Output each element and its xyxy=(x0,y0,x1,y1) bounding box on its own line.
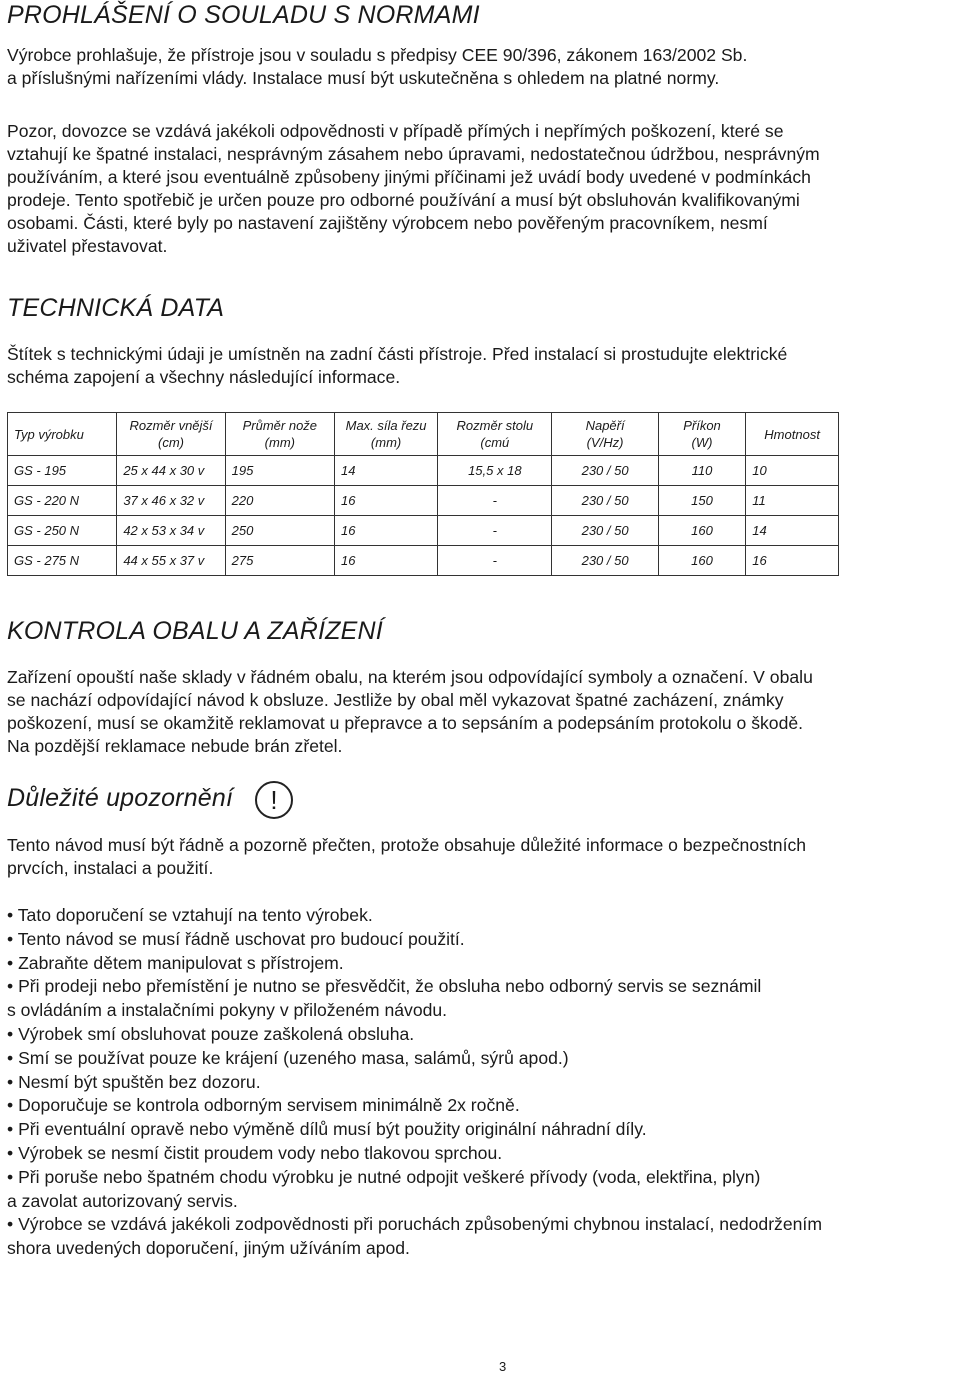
table-cell: 230 / 50 xyxy=(552,456,658,486)
exclamation-circle-icon: ! xyxy=(255,781,293,819)
table-cell: - xyxy=(438,486,552,516)
table-cell: 160 xyxy=(658,546,746,576)
table-cell: 37 x 46 x 32 v xyxy=(117,486,225,516)
table-cell: 16 xyxy=(334,546,437,576)
text-line: Zařízení opouští naše sklady v řádném obalu, na kterém jsou odpovídající symboly a označení. V obalu xyxy=(7,667,813,687)
list-item: • Doporučuje se kontrola odborným servisem minimálně 2x ročně. xyxy=(0,1094,955,1118)
table-row xyxy=(8,546,839,576)
table-cell: 14 xyxy=(334,456,437,486)
section-title-conformity: PROHLÁŠENÍ O SOULADU S NORMAMI xyxy=(7,1,480,29)
header-cell: Průměr nože (mm) xyxy=(225,413,334,456)
conformity-paragraph-2 xyxy=(7,120,955,258)
table-cell: 16 xyxy=(334,486,437,516)
conformity-paragraph-1 xyxy=(7,44,955,90)
list-item: • Tato doporučení se vztahují na tento výrobek. xyxy=(0,904,955,928)
table-cell: 16 xyxy=(334,516,437,546)
text-line: osobami. Části, které byly po nastavení zajištěny výrobcem nebo pověřeným pracovníkem, nesmí xyxy=(7,213,768,233)
table-cell: 250 xyxy=(225,516,334,546)
table-cell: GS - 275 N xyxy=(8,546,117,576)
section-title-packaging: KONTROLA OBALU A ZAŘÍZENÍ xyxy=(7,617,383,645)
text-line: schéma zapojení a všechny následující informace. xyxy=(7,367,401,387)
header-cell: Rozměr vnější (cm) xyxy=(117,413,225,456)
table-cell: 275 xyxy=(225,546,334,576)
header-cell: Max. síla řezu (mm) xyxy=(334,413,437,456)
header-cell: Příkon (W) xyxy=(658,413,746,456)
page-number: 3 xyxy=(499,1359,507,1374)
table-row xyxy=(8,456,839,486)
list-item: • Při eventuální opravě nebo výměně dílů musí být použity originální náhradní díly. xyxy=(0,1118,955,1142)
table-cell: - xyxy=(438,546,552,576)
table-cell: 230 / 50 xyxy=(552,486,658,516)
table-cell: 42 x 53 x 34 v xyxy=(117,516,225,546)
header-cell: Napěří (V/Hz) xyxy=(552,413,658,456)
technical-paragraph xyxy=(7,343,955,389)
packaging-paragraph xyxy=(7,666,955,758)
important-paragraph xyxy=(7,834,955,880)
list-item: • Při prodeji nebo přemístění je nutno se přesvědčit, že obsluha nebo odborný servis se seznámil s ovládáním a instalačními pokyny v přiloženém návodu. xyxy=(0,975,955,1023)
list-item: • Výrobek se nesmí čistit proudem vody nebo tlakovou sprchou. xyxy=(0,1142,955,1166)
section-title-important: Důležité upozornění xyxy=(7,784,234,812)
table-cell: - xyxy=(438,516,552,546)
list-item: • Zabraňte dětem manipulovat s přístrojem. xyxy=(0,952,955,976)
list-item: • Výrobek smí obsluhovat pouze zaškolená obsluha. xyxy=(0,1023,955,1047)
text-line: a příslušnými nařízeními vlády. Instalace musí být uskutečněna s ohledem na platné normy. xyxy=(7,68,720,88)
table-cell: 160 xyxy=(658,516,746,546)
text-line: Štítek s technickými údaji je umístněn na zadní části přístroje. Před instalací si prostudujte elektrické xyxy=(7,344,788,364)
table-cell: 230 / 50 xyxy=(552,516,658,546)
table-cell: 16 xyxy=(746,546,839,576)
text-line: používáním, a které jsou eventuálně způsobeny jinými příčinami jež uvádí body uvedené v podmínkách xyxy=(7,167,811,187)
table-cell: 44 x 55 x 37 v xyxy=(117,546,225,576)
table-cell: 230 / 50 xyxy=(552,546,658,576)
text-line: Pozor, dovozce se vzdává jakékoli odpovědnosti v případě přímých i nepřímých poškození, které se xyxy=(7,121,784,141)
text-line: poškození, musí se okamžitě reklamovat u přepravce a to sepsáním a podepsáním protokolu o škodě. xyxy=(7,713,804,733)
table-cell: GS - 220 N xyxy=(8,486,117,516)
text-line: prodeje. Tento spotřebič je určen pouze pro odborné používání a musí být obsluhován kvalifikovanými xyxy=(7,190,800,210)
list-item: • Výrobce se vzdává jakékoli zodpovědnosti při poruchách způsobenými chybnou instalací, nedodržením shora uvedených doporučení, jiným užíváním apod. xyxy=(0,1213,955,1261)
list-item: • Při poruše nebo špatném chodu výrobku je nutné odpojit veškeré přívody (voda, elektřina, plyn) a zavolat autorizovaný servis. xyxy=(0,1166,955,1214)
text-line: Výrobce prohlašuje, že přístroje jsou v souladu s předpisy CEE 90/396, zákonem 163/2002 Sb. xyxy=(7,45,748,65)
table-cell: GS - 250 N xyxy=(8,516,117,546)
technical-data-table xyxy=(7,412,839,576)
list-item: • Tento návod se musí řádně uschovat pro budoucí použití. xyxy=(0,928,955,952)
text-line: Tento návod musí být řádně a pozorně přečten, protože obsahuje důležité informace o bezpečnostních xyxy=(7,835,807,855)
table-cell: 14 xyxy=(746,516,839,546)
table-row xyxy=(8,516,839,546)
table-cell: 150 xyxy=(658,486,746,516)
text-line: se nachází odpovídající návod k obsluze. Jestliže by obal měl vykazovat špatné zacházení, známky xyxy=(7,690,784,710)
table-cell: 195 xyxy=(225,456,334,486)
table-cell: 110 xyxy=(658,456,746,486)
list-item: • Smí se používat pouze ke krájení (uzeného masa, salámů, sýrů apod.) xyxy=(0,1047,955,1071)
text-line: vztahují ke špatné instalaci, nesprávným zásahem nebo úpravami, nedostatečnou údržbou, nesprávným xyxy=(7,144,820,164)
text-line: prvcích, instalaci a použití. xyxy=(7,858,214,878)
text-line: Na pozdější reklamace nebude brán zřetel. xyxy=(7,736,343,756)
table-cell: GS - 195 xyxy=(8,456,117,486)
table-cell: 25 x 44 x 30 v xyxy=(117,456,225,486)
table-cell: 10 xyxy=(746,456,839,486)
table-cell: 220 xyxy=(225,486,334,516)
table-header-row xyxy=(8,413,839,456)
table-cell: 11 xyxy=(746,486,839,516)
list-item: • Nesmí být spuštěn bez dozoru. xyxy=(0,1071,955,1095)
header-cell: Rozměr stolu (cmú xyxy=(438,413,552,456)
header-cell: Typ výrobku xyxy=(8,413,117,456)
section-title-technical: TECHNICKÁ DATA xyxy=(7,294,225,322)
text-line: uživatel přestavovat. xyxy=(7,236,168,256)
header-cell: Hmotnost xyxy=(746,413,839,456)
table-row xyxy=(8,486,839,516)
safety-bullet-list xyxy=(0,904,955,1261)
table-cell: 15,5 x 18 xyxy=(438,456,552,486)
